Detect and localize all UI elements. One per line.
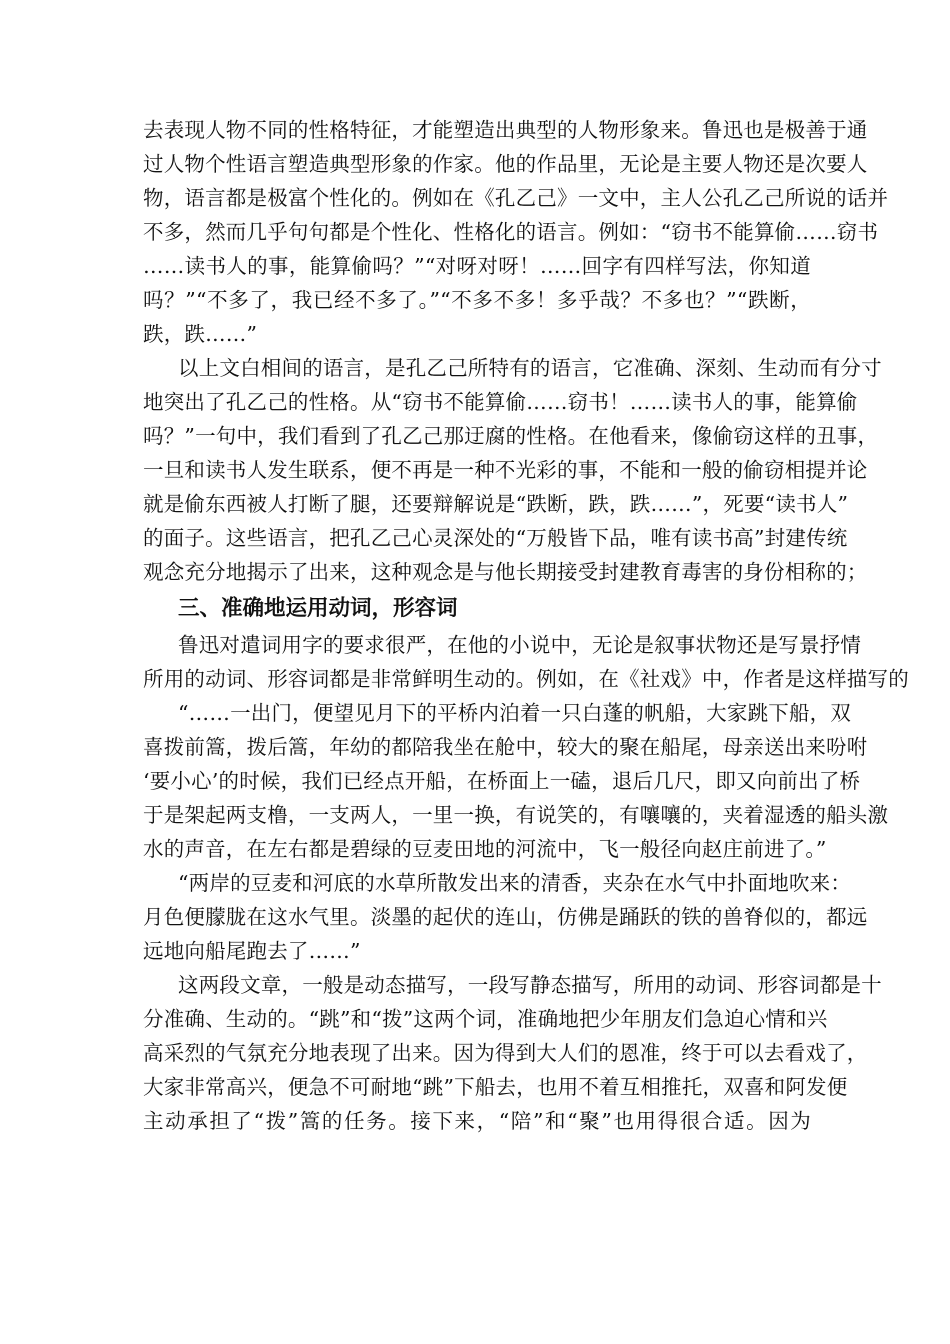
text-line: 不多，然而几乎句句都是个性化、性格化的语言。例如：“窃书不能算偷……窃书 — [143, 220, 879, 244]
text-line: 跌，跌……” — [143, 322, 258, 346]
text-line: 分准确、生动的。“跳”和“拨”这两个词，准确地把少年朋友们急迫心情和兴 — [143, 1007, 828, 1031]
section-heading: 三、准确地运用动词，形容词 — [178, 596, 458, 621]
text-line: 去表现人物不同的性格特征，才能塑造出典型的人物形象来。鲁迅也是极善于通 — [143, 118, 868, 142]
quote-line: ‘要小心’的时候，我们已经点开船，在桥面上一磕，退后几尺，即又向前出了桥 — [143, 769, 861, 793]
quote-first-line: “……一出门，便望见月下的平桥内泊着一只白蓬的帆船，大家跳下船，双 — [178, 701, 852, 725]
quote-first-line: “两岸的豆麦和河底的水草所散发出来的清香，夹杂在水气中扑面地吹来： — [178, 871, 852, 895]
text-line: 主动承担了“拨”篙的任务。接下来，“陪”和“聚”也用得很合适。因为 — [143, 1109, 811, 1133]
text-line: 吗？”“不多了，我已经不多了。”“不多不多！多乎哉？不多也？”“跌断， — [143, 288, 811, 312]
text-line: 观念充分地揭示了出来，这种观念是与他长期接受封建教育毒害的身份相称的； — [143, 560, 868, 584]
quote-line: 于是架起两支橹，一支两人，一里一换，有说笑的，有嚷嚷的，夹着湿透的船头激 — [143, 803, 889, 827]
text-line: 吗？”一句中，我们看到了孔乙己那迂腐的性格。在他看来，像偷窃这样的丑事， — [143, 424, 879, 448]
quote-line: 水的声音，在左右都是碧绿的豆麦田地的河流中，飞一般径向赵庄前进了。” — [143, 837, 827, 861]
text-line: 所用的动词、形容词都是非常鲜明生动的。例如，在《社戏》中，作者是这样描写的 — [143, 667, 909, 691]
paragraph-first-line: 以上文白相间的语言，是孔乙己所特有的语言，它准确、深刻、生动而有分寸 — [178, 356, 882, 380]
text-line: 过人物个性语言塑造典型形象的作家。他的作品里，无论是主要人物还是次要人 — [143, 152, 868, 176]
text-line: 就是偷东西被人打断了腿，还要辩解说是“跌断，跌，跌……”，死要“读书人” — [143, 492, 849, 516]
text-line: 地突出了孔乙己的性格。从“窃书不能算偷……窃书！……读书人的事，能算偷 — [143, 390, 858, 414]
quote-line: 远地向船尾跑去了……” — [143, 939, 361, 963]
quote-line: 月色便朦胧在这水气里。淡墨的起伏的连山，仿佛是踊跃的铁的兽脊似的，都远 — [143, 905, 868, 929]
text-line: 的面子。这些语言，把孔乙己心灵深处的“万般皆下品，唯有读书高”封建传统 — [143, 526, 848, 550]
text-line: 物，语言都是极富个性化的。例如在《孔乙己》一文中，主人公孔乙己所说的话并 — [143, 186, 889, 210]
paragraph-first-line: 鲁迅对遣词用字的要求很严，在他的小说中，无论是叙事状物还是写景抒情 — [178, 633, 862, 657]
paragraph-first-line: 这两段文章，一般是动态描写，一段写静态描写，所用的动词、形容词都是十 — [178, 973, 882, 997]
text-line: ……读书人的事，能算偷吗？”“对呀对呀！……回字有四样写法，你知道 — [143, 254, 811, 278]
quote-line: 喜拨前篙，拨后篙，年幼的都陪我坐在舱中，较大的聚在船尾，母亲送出来吩咐 — [143, 735, 868, 759]
text-line: 大家非常高兴，便急不可耐地“跳”下船去，也用不着互相推托，双喜和阿发便 — [143, 1075, 848, 1099]
text-line: 一旦和读书人发生联系，便不再是一种不光彩的事，不能和一般的偷窃相提并论 — [143, 458, 868, 482]
text-line: 高采烈的气氛充分地表现了出来。因为得到大人们的恩准，终于可以去看戏了， — [143, 1041, 868, 1065]
